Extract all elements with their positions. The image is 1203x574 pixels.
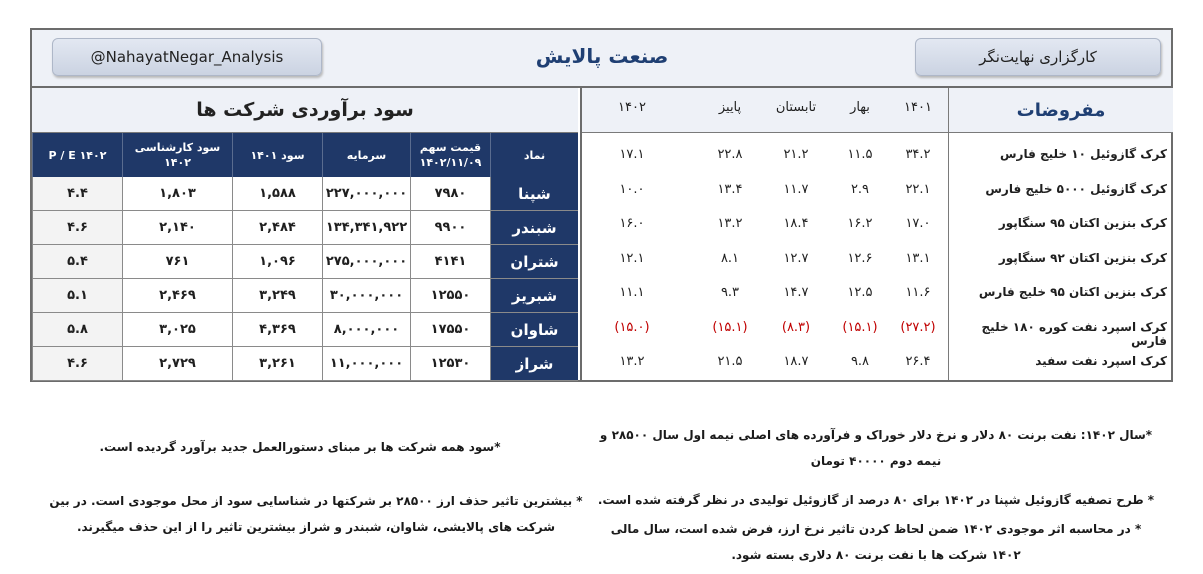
col-autumn: پاییز <box>718 100 742 115</box>
assumption-value: ۱۲.۵ <box>847 285 873 300</box>
stock-symbol: شبندر <box>490 211 578 245</box>
assumption-value: (۸.۳) <box>781 319 811 335</box>
note-diesel-project: * طرح تصفیه گازوئیل شپنا در ۱۴۰۲ برای ۸۰ درصد از گازوئیل تولیدی در نظر گرفته شده است. <box>597 493 1155 507</box>
profit-cell-pe: ۴.۶ <box>32 347 122 381</box>
assumption-value: ۲۱.۲ <box>783 147 809 162</box>
profit-cell-capital: ۳۰,۰۰۰,۰۰۰ <box>322 279 410 313</box>
col-summer: تابستان <box>775 100 817 115</box>
assumption-value: (۲۷.۲) <box>900 319 936 335</box>
assumption-value: ۱۳.۲ <box>717 216 743 231</box>
page-title: صنعت پالایش <box>535 44 669 68</box>
assumption-value: ۱۷.۰ <box>905 216 931 231</box>
top-bar <box>32 30 1171 88</box>
profit-cell-eps1401: ۳,۲۶۱ <box>232 347 322 381</box>
assumptions-label: مفروضات <box>948 88 1173 132</box>
assumption-value: ۱۱.۶ <box>905 285 931 300</box>
header-symbol: نماد <box>490 133 578 177</box>
profit-cell-price: ۱۲۵۳۰ <box>410 347 490 381</box>
profit-cell-eps1402: ۳,۰۲۵ <box>122 313 232 347</box>
profit-cell-eps1402: ۱,۸۰۳ <box>122 177 232 211</box>
assumption-value: ۳۴.۲ <box>905 147 931 162</box>
assumption-value: ۱۱.۷ <box>783 181 809 197</box>
profit-title: سود برآوردی شرکت ها <box>32 88 578 133</box>
assumption-value: ۱۶.۰ <box>619 216 645 231</box>
assumption-value: ۹.۳ <box>720 285 740 300</box>
assumption-value: (۱۵.۱) <box>842 319 878 335</box>
profit-cell-eps1402: ۲,۷۲۹ <box>122 347 232 381</box>
profit-cell-eps1402: ۷۶۱ <box>122 245 232 279</box>
assumption-value: ۱۸.۴ <box>783 216 809 231</box>
assumptions-header <box>582 88 1173 133</box>
profit-cell-capital: ۱۱,۰۰۰,۰۰۰ <box>322 347 410 381</box>
assumption-value: ۱۱.۱ <box>619 285 645 300</box>
assumption-value: ۱۸.۷ <box>783 354 809 369</box>
profit-cell-pe: ۴.۶ <box>32 211 122 245</box>
assumption-value: ۱۳.۴ <box>717 181 743 197</box>
assumption-value: ۱۲.۷ <box>783 250 809 266</box>
assumption-value: ۱۲.۶ <box>847 250 873 266</box>
profit-cell-eps1402: ۲,۴۶۹ <box>122 279 232 313</box>
profit-cell-eps1402: ۲,۱۴۰ <box>122 211 232 245</box>
assumption-value: (۱۵.۱) <box>712 319 748 335</box>
profit-cell-eps1401: ۱,۵۸۸ <box>232 177 322 211</box>
assumption-name: کرک بنزین اکتان ۹۵ سنگاپور <box>998 216 1167 230</box>
assumption-value: ۱۱.۵ <box>847 147 873 162</box>
profit-cell-capital: ۱۳۴,۳۴۱,۹۲۲ <box>322 211 410 245</box>
profit-cell-capital: ۲۷۵,۰۰۰,۰۰۰ <box>322 245 410 279</box>
assumptions-panel <box>580 88 1173 380</box>
profit-cell-eps1401: ۳,۲۴۹ <box>232 279 322 313</box>
assumption-name: کرک گازوئیل ۵۰۰۰ خلیج فارس <box>985 181 1167 196</box>
profit-cell-capital: ۲۲۷,۰۰۰,۰۰۰ <box>322 177 410 211</box>
assumption-name: کرک گازوئیل ۱۰ خلیج فارس <box>1000 147 1167 161</box>
profit-cell-price: ۱۲۵۵۰ <box>410 279 490 313</box>
assumption-value: ۱۳.۱ <box>905 250 931 266</box>
assumption-value: ۲۲.۱ <box>905 181 931 197</box>
profit-table <box>32 88 578 380</box>
assumption-row <box>582 207 1173 242</box>
assumption-value: ۲۶.۴ <box>905 354 931 369</box>
brokerage-name: کارگزاری نهایت‌نگر <box>915 38 1161 76</box>
note-fx-impact: * بیشترین تاثیر حذف ارز ۲۸۵۰۰ بر شرکتها در شناسایی سود از محل موجودی است. در بین شرکت های پالایشی، شاوان، شبندر و شراز بیشترین تاثیر را از این حذف میگیرند. <box>49 494 583 534</box>
header-capital: سرمایه <box>322 133 410 177</box>
profit-cell-price: ۹۹۰۰ <box>410 211 490 245</box>
header-eps-1402: سود کارشناسی ۱۴۰۲ <box>122 133 232 177</box>
assumption-row <box>582 138 1173 173</box>
profit-cell-pe: ۵.۸ <box>32 313 122 347</box>
assumption-value: ۲۱.۵ <box>717 354 743 369</box>
header-pe-1402: P / E ۱۴۰۲ <box>32 133 122 177</box>
header-price: قیمت سهم ۱۴۰۲/۱۱/۰۹ <box>410 133 490 177</box>
note-oil-fx: *سال ۱۴۰۲: نفت برنت ۸۰ دلار و نرخ دلار خوراک و فرآورده های اصلی نیمه اول سال ۲۸۵۰۰ و نیمه دوم ۴۰۰۰۰ تومان <box>599 428 1153 468</box>
assumption-value: ۱۶.۲ <box>847 216 873 231</box>
assumption-value: ۹.۸ <box>850 354 870 369</box>
assumption-name: کرک اسپرد نفت سفید <box>1035 354 1167 368</box>
profit-cell-capital: ۸,۰۰۰,۰۰۰ <box>322 313 410 347</box>
assumption-value: (۱۵.۰) <box>614 319 650 335</box>
note-inventory: * در محاسبه اثر موجودی ۱۴۰۲ ضمن لحاظ کردن تاثیر نرخ ارز، فرض شده است، سال مالی ۱۴۰۲ شرکت ها با نفت برنت ۸۰ دلاری بسته شود. <box>610 522 1142 562</box>
col-1401: ۱۴۰۱ <box>904 100 932 115</box>
assumption-value: ۱۲.۱ <box>619 250 645 266</box>
profit-cell-price: ۷۹۸۰ <box>410 177 490 211</box>
profit-cell-price: ۱۷۵۵۰ <box>410 313 490 347</box>
profit-cell-pe: ۵.۱ <box>32 279 122 313</box>
assumption-value: ۱۷.۱ <box>619 147 645 162</box>
stock-symbol: شبریز <box>490 279 578 313</box>
assumption-value: ۲۲.۸ <box>717 147 743 162</box>
assumption-value: ۲.۹ <box>850 181 870 197</box>
assumption-value: ۱۴.۷ <box>783 285 809 300</box>
assumption-row <box>582 173 1173 208</box>
profit-cell-eps1401: ۴,۳۶۹ <box>232 313 322 347</box>
col-1402: ۱۴۰۲ <box>618 100 646 115</box>
header-eps-1401: سود ۱۴۰۱ <box>232 133 322 177</box>
assumption-value: ۸.۱ <box>720 250 740 266</box>
profit-cell-eps1401: ۱,۰۹۶ <box>232 245 322 279</box>
profit-cell-price: ۴۱۴۱ <box>410 245 490 279</box>
assumption-value: ۱۳.۲ <box>619 354 645 369</box>
assumption-name: کرک اسپرد نفت کوره ۱۸۰ خلیج فارس <box>981 319 1167 348</box>
assumption-value: ۱۰.۰ <box>619 181 645 197</box>
channel-handle: @NahayatNegar_Analysis <box>52 38 322 76</box>
stock-symbol: شاوان <box>490 313 578 347</box>
stock-symbol: شتران <box>490 245 578 279</box>
profit-cell-pe: ۵.۴ <box>32 245 122 279</box>
profit-cell-eps1401: ۲,۴۸۴ <box>232 211 322 245</box>
profit-cell-pe: ۴.۴ <box>32 177 122 211</box>
assumption-row <box>582 345 1173 380</box>
assumption-row <box>582 242 1173 277</box>
stock-symbol: شپنا <box>490 177 578 211</box>
stock-symbol: شراز <box>490 347 578 381</box>
assumption-name: کرک بنزین اکتان ۹۵ خلیج فارس <box>978 285 1167 299</box>
note-new-guideline: *سود همه شرکت ها بر مبنای دستورالعمل جدید برآورد گردیده است. <box>99 440 501 454</box>
col-spring: بهار <box>850 100 870 115</box>
assumption-name: کرک بنزین اکتان ۹۲ سنگاپور <box>998 250 1167 265</box>
assumption-row <box>582 311 1173 346</box>
assumption-row <box>582 276 1173 311</box>
